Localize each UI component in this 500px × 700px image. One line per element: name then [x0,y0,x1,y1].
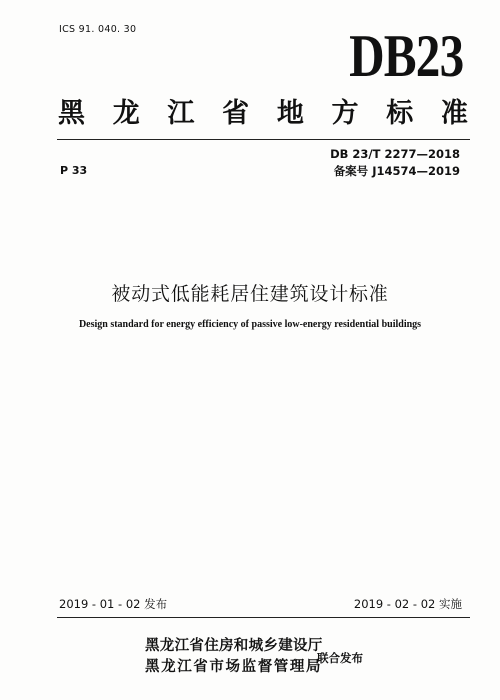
joint-release-label: 联合发布 [317,651,363,665]
implementation-date: 2019 - 02 - 02 实施 [353,597,462,611]
standard-number: DB 23/T 2277—2018 [330,147,460,161]
standard-level-char: 江 [167,98,195,129]
issue-date: 2019 - 01 - 02 发布 [59,597,168,611]
standard-level-char: 省 [222,98,250,129]
issuer-housing-department: 黑龙江省住房和城乡建设厅 [145,637,323,654]
classification-code: P 33 [60,164,88,177]
document-title-chinese: 被动式低能耗居住建筑设计标准 [111,283,389,305]
db-code-heading: DB23 [348,23,463,89]
top-divider [57,139,470,140]
standard-level-char: 黑 [58,98,85,129]
ics-code: ICS 91. 040. 30 [59,24,137,35]
standard-level-char: 准 [440,98,468,129]
standard-level-char: 标 [386,98,414,129]
standard-level-heading [58,96,468,132]
standard-level-char: 龙 [112,98,140,129]
bottom-divider [57,617,470,618]
record-number: 备案号 J14574—2019 [333,164,460,178]
issuer-market-regulation-bureau: 黑龙江省市场监督管理局 [145,658,323,675]
standard-level-char: 地 [276,98,304,129]
document-title-english: Design standard for energy efficiency of passive low-energy residential buildings [78,319,422,330]
standard-level-char: 方 [331,98,359,129]
